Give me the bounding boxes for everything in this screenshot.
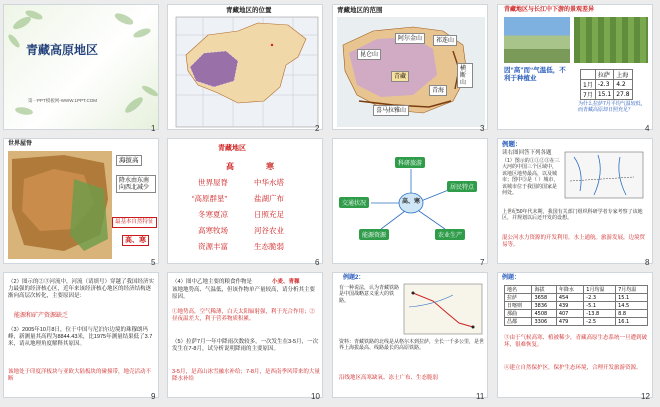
cell: 4.2 [614,80,632,90]
slide-9-answer-2: 该地处于印度洋板块与亚欧大陆板块的碰撞带，地壳活动不断 [8,369,152,382]
slide-11-text-2: 资料：青藏铁路的北线是从格尔木到拉萨，全长一千多公里，是世界上海拔最高、线路最长的高原铁路。 [339,339,485,352]
slide-9-text-2: （3）2005年10月8日，位于中国与尼泊尔边境的珠穆朗玛峰，新测量其高程为8844.43米，比1975年测量结果低了3.7米，请从地理角度解释其原因。 [8,327,153,347]
map-label-kunlun: 昆仑山 [357,49,381,60]
slide-9-text-1: （2）图示的②③河流中，河流（请填号）穿越了我国经济实力最强的经济核心区，近年来该经济核心地区的经济结构逐渐向高层次转化，主要原因是： [8,279,155,299]
map-label-qingzang: 青藏 [391,71,409,82]
slide-10-answer-3: 3-5月，是高山冰雪融水补给；7-8月，是西南季风带来的大量降水补给 [172,369,320,382]
slide-number-3: 3 [480,124,485,133]
slide-number-9: 9 [151,392,156,401]
row-2-right: 盐湖广布 [254,194,284,203]
slide-9-answer-1: 能源和矿产资源缺乏 [14,313,69,319]
slide-11-answer-1: 沿线地区高寒缺氧、冻土广布、生态脆弱 [339,375,439,381]
cell: -2.3 [584,294,616,302]
cell: 昌都 [505,318,532,326]
slide-10-answer-1: 小麦、青稞 [272,279,300,285]
slide-2-title: 青藏地区的位置 [226,7,272,14]
keyword-high: 高 [226,162,234,171]
river-map [564,151,644,199]
leaf-decoration [4,5,159,130]
node-energy: 能源资源 [359,229,389,240]
photo-tibet-landscape [504,17,570,63]
slide-5-title: 世界屋脊 [8,141,33,147]
col-header: 7月均温 [616,286,648,294]
slide-thumbnail-6[interactable] [167,138,323,264]
node-residents: 居民特点 [447,181,477,192]
th-lhasa: 拉萨 [595,70,613,80]
cell: 407 [556,310,583,318]
col-header: 1月均温 [584,286,616,294]
cell: 439 [556,302,583,310]
cell: 1月 [581,80,596,90]
slide-thumbnail-5[interactable] [3,138,159,264]
map-label-qinghai: 青海 [429,85,447,96]
cell: 454 [556,294,583,302]
slide-3-title: 青藏地区的范围 [337,7,383,14]
photo-yangtze-farmland [574,17,648,63]
cell: 3306 [532,318,556,326]
slide-number-2: 2 [315,124,320,133]
row-5-right: 生态脆弱 [254,242,284,251]
slide-8-text-2: 上世纪50年代末期，我国有关部门组织科研学者专家考察了该地区，并规划以后还开发的设想。 [502,209,643,222]
cell: 27.8 [614,90,632,100]
cell: 479 [556,318,583,326]
slide-10-text-1: （4）图中乙地主要的粮食作物是 [172,279,253,285]
feature-basic: 最基本自然特征 [112,217,157,228]
cell: 16.1 [616,318,648,326]
slide-8-title: 例题： [502,141,522,148]
cell: 15.1 [595,90,613,100]
row-4-right: 河谷农业 [254,226,284,235]
slide-number-7: 7 [480,258,485,267]
slide-number-4: 4 [645,124,650,133]
cell: 4508 [532,310,556,318]
slide-8-text-1: （1）图示的①①②③在三大河的中国三个区域中，该地区地势最高，以及城市；图中③是（ ）城市，该城市位于我国的国家是何处。 [502,158,560,197]
cell: -2.5 [584,318,616,326]
slide-thumbnail-3[interactable] [332,4,488,130]
slide-thumbnail-1[interactable] [3,4,159,130]
climate-table [504,285,648,326]
cell: 15.1 [616,294,648,302]
cell: 那曲 [505,310,532,318]
slide-thumbnail-12[interactable] [497,272,653,398]
diagram-center: 高、寒 [402,199,421,205]
row-4-left: 高寒牧场 [198,226,228,235]
slide-thumbnail-8[interactable] [497,138,653,264]
slide-number-5: 5 [151,258,156,267]
slide-1-subtitle: 第一PPT模板网-WWW.1PPT.COM [28,98,97,103]
map-label-qilian: 祁连山 [433,35,457,46]
node-transport: 交通状况 [339,197,369,208]
slide-12-answer-2: ④建立自然保护区，保护生态环境，合理开发旅游资源。 [504,365,642,371]
slide-10-text-2: 该地地势高、气温低，但该作物单产量较高，请分析其主要原因。 [172,287,316,300]
cell: 3836 [532,302,556,310]
slide-number-10: 10 [311,392,320,401]
map-label-hengduan: 横断山 [457,63,473,88]
slide-12-title: 例题： [502,275,521,281]
slide-1-title: 青藏高原地区 [26,43,99,57]
slide-6-title: 青藏地区 [218,145,246,152]
row-3-right: 日照充足 [254,210,284,219]
cell: -2.3 [595,80,613,90]
map-label-himalaya: 喜马拉雅山 [373,105,409,116]
slide-10-text-3: （5）拉萨7月一年中降雨次数较多，一次发生在3-5月，一次发生在7-8月，试分析说明降雨的主要原因。 [172,339,319,352]
slide-thumbnail-9[interactable] [3,272,159,398]
slide-8-question: 读右图回答下列各题 [502,150,552,156]
china-location-map [168,5,323,130]
th-shanghai: 上海 [614,70,632,80]
cell: 日喀则 [505,302,532,310]
keyword-cold: 寒 [266,162,274,171]
map-label-altun: 阿尔金山 [395,33,425,44]
slide-thumbnail-10[interactable] [167,272,323,398]
slide-8-answer: 混公河水力资源的开发利用。水上通航。旅游发展，边境贸易等。 [502,235,646,248]
feature-high-cold: 高、寒 [122,235,149,246]
row-5-left: 资源丰富 [198,242,228,251]
cell: 14.5 [616,302,648,310]
slide-4-note: 为什么拉萨7月平均气温较低，而青藏高原却日照充足？ [578,101,646,113]
feature-precipitation: 降水由东南向西北减少 [116,175,156,193]
slide-4-question: 因“高”而“气温低，不利于种植业 [504,67,566,82]
railway-map [403,283,483,335]
cell: -13.8 [584,310,616,318]
col-header: 年降水 [556,286,583,294]
col-header: 地名 [505,286,532,294]
slide-12-answer-1: ③由于气候高寒、植被稀少，青藏高原生态系统一旦遭到破坏，很难恢复。 [504,335,648,348]
slide-thumbnail-7[interactable] [332,138,488,264]
node-agriculture: 农业生产 [435,229,465,240]
row-3-left: 冬寒夏凉 [198,210,228,219]
row-1-right: 中华水塔 [254,178,284,187]
row-1-left: 世界屋脊 [198,178,228,187]
slide-thumbnail-11[interactable] [332,272,488,398]
col-header: 海拔 [532,286,556,294]
slide-11-title: 例题2： [343,275,365,281]
slide-number-8: 8 [645,258,650,267]
cell: 8.8 [616,310,648,318]
cell: -5.1 [584,302,616,310]
slide-number-12: 12 [641,392,650,401]
feature-high-altitude: 海拔高 [116,155,142,166]
slide-number-6: 6 [315,258,320,267]
slide-11-text-1: 有一种说法，认为青藏铁路是中国战略意义重大的铁路。 [339,285,400,304]
slide-number-1: 1 [151,124,156,133]
slide-10-answer-2: ①地势高，空气稀薄，白天太阳辐射强，利于光合作用；②昼夜温差大，利于营养物质积累。 [172,309,316,322]
slide-thumbnail-2[interactable] [167,4,323,130]
node-research-tourism: 科研旅游 [395,157,425,168]
slide-4-title: 青藏地区与长江中下游的景观差异 [504,7,595,13]
cell: 3658 [532,294,556,302]
temperature-table [580,69,633,100]
slide-thumbnail-4[interactable] [497,4,653,130]
row-2-left: “高原群星” [192,194,227,203]
slide-number-11: 11 [476,392,485,401]
cell: 7月 [581,90,596,100]
cell: 拉萨 [505,294,532,302]
